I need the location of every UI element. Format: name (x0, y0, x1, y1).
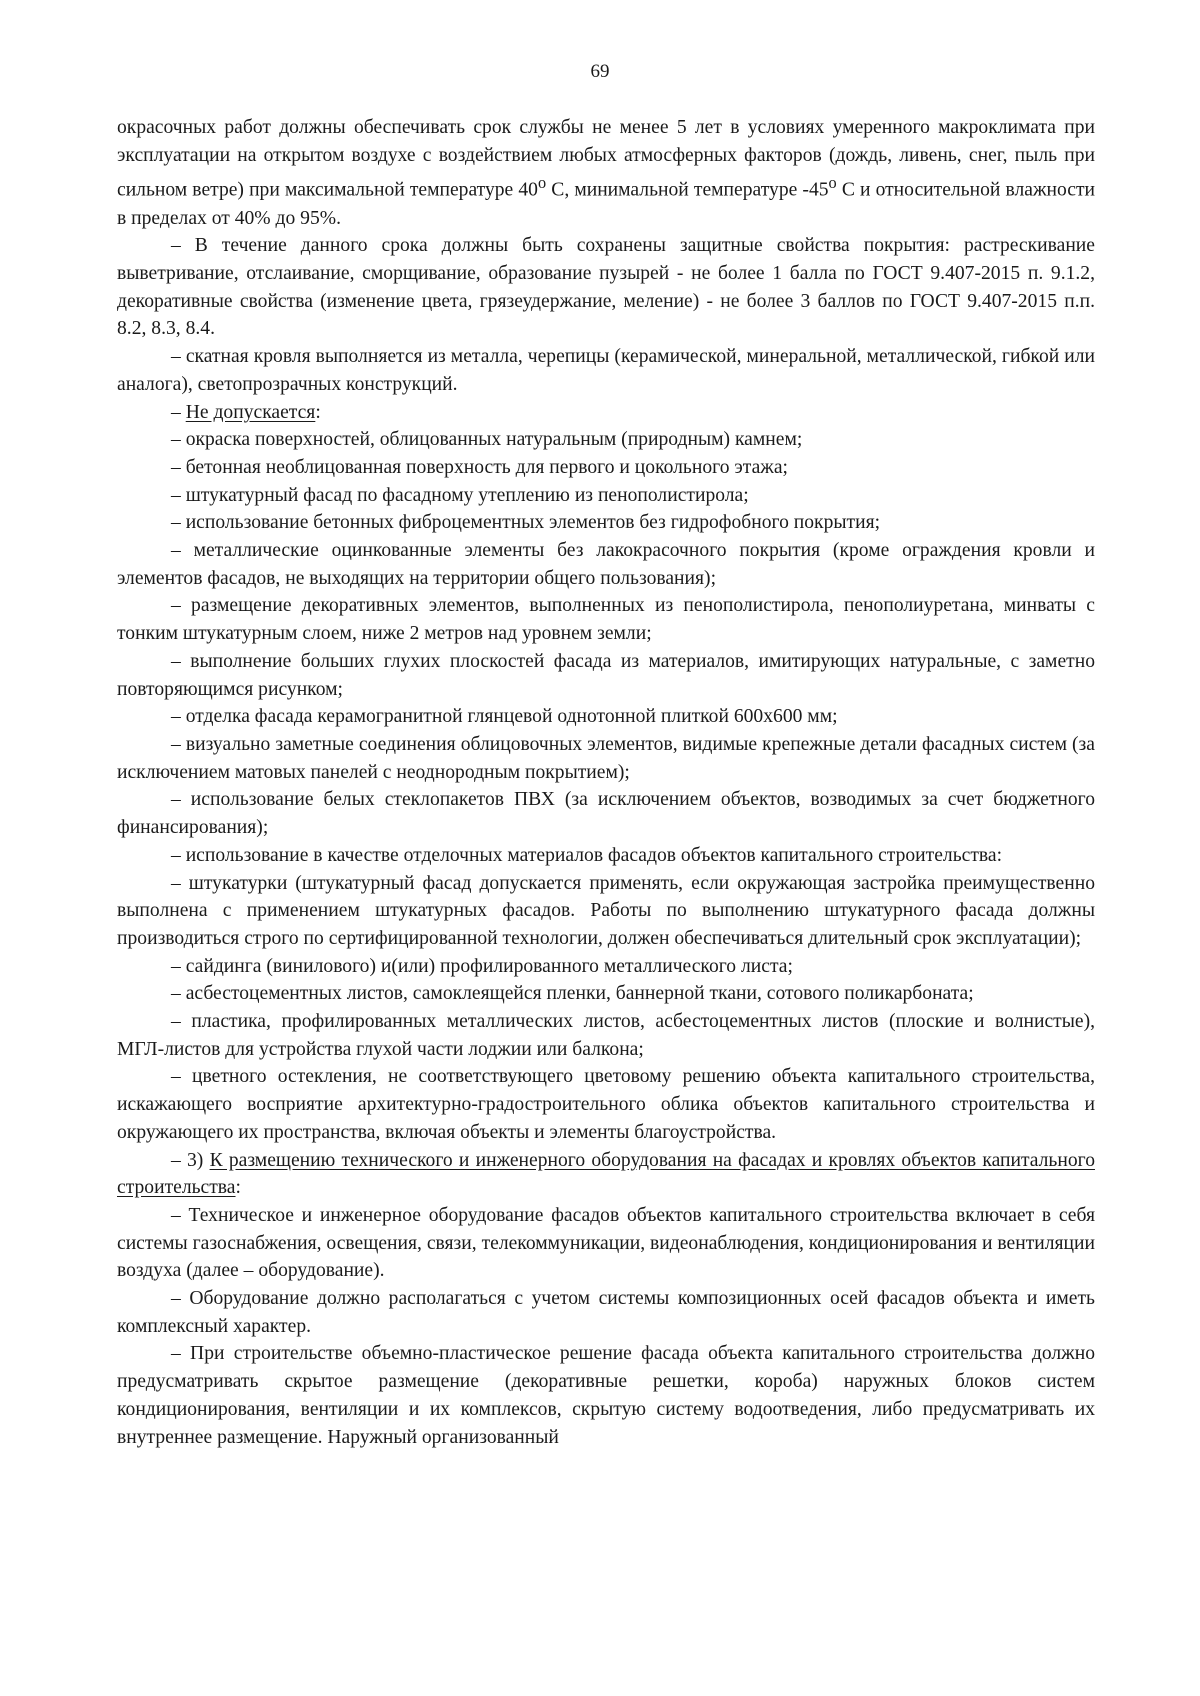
degree-mark: o (828, 173, 837, 193)
colon: : (315, 401, 321, 423)
section-heading-equipment (117, 1147, 1095, 1202)
underlined-heading: Не допускается (185, 401, 316, 423)
paragraph-equipment-definition: – Техническое и инженерное оборудование фасадов объектов капитального строительства включает в себя системы газоснабжения, освещения, связи, телекоммуникации, видеонаблюдения, кондиционирования и вентиляции воздуха (далее – оборудование). (117, 1204, 1095, 1282)
paragraph-protective-properties: – В течение данного срока должны быть сохранены защитные свойства покрытия: растрескивание выветривание, отслаивание, сморщивание, образование пузырей - не более 1 балла по ГОСТ 9.407-2015 п. 9.1.2, декоративные свойства (изменение цвета, грязеудержание, меление) - не более 3 баллов по ГОСТ 9.407-2015 п.п. 8.2, 8.3, 8.4. (117, 235, 1095, 340)
paragraph-text: окрасочных работ должны обеспечивать срок службы не менее 5 лет в условиях умеренного макроклимата при эксплуатации на открытом воздухе с воздействием любых атмосферных факторов (дождь, ливень, снег, пыль при сильном ветре) при максимальной температуре 40 (117, 117, 1095, 201)
list-item: – использование белых стеклопакетов ПВХ (за исключением объектов, возводимых за счет бюджетного финансирования); (117, 789, 1095, 839)
paragraph-pitched-roof: – скатная кровля выполняется из металла, черепицы (керамической, минеральной, металлической, гибкой или аналога), светопрозрачных конструкций. (117, 346, 1095, 395)
list-item: – штукатурный фасад по фасадному утеплению из пенополистирола; (171, 484, 749, 506)
underlined-heading: К размещению технического и инженерного оборудования на фасадах и кровлях объектов капитального строительства (117, 1149, 1095, 1199)
list-item: – использование бетонных фиброцементных элементов без гидрофобного покрытия; (171, 512, 881, 534)
list-item: – окраска поверхностей, облицованных натуральным (природным) камнем; (171, 429, 803, 451)
list-item: – асбестоцементных листов, самоклеящейся пленки, баннерной ткани, сотового поликарбоната; (171, 983, 974, 1005)
list-item: – выполнение больших глухих плоскостей фасада из материалов, имитирующих натуральные, с заметно повторяющимся рисунком; (117, 650, 1095, 700)
paragraph-text: С и относительной влажности в пределах от 40% до 95%. (117, 179, 1096, 229)
dash: – (171, 401, 186, 423)
list-item: – бетонная необлицованная поверхность для первого и цокольного этажа; (171, 456, 788, 478)
list-item: – пластика, профилированных металлических листов, асбестоцементных листов (плоские и волнистые), МГЛ-листов для устройства глухой части лоджии или балкона; (117, 1011, 1095, 1060)
list-item: – цветного остекления, не соответствующего цветовому решению объекта капитального строительства, искажающего восприятие архитектурно-градостроительного облика объектов капитального строительства и окружающего их пространства, включая объекты и элементы благоустройства. (117, 1066, 1095, 1143)
list-item: – использование в качестве отделочных материалов фасадов объектов капитального строительства: (171, 844, 1003, 866)
list-item: – металлические оцинкованные элементы без лакокрасочного покрытия (кроме ограждения кровли и элементов фасадов, не выходящих на территории общего пользования); (117, 540, 1095, 589)
colon: : (235, 1177, 241, 1199)
list-item: – отделка фасада керамогранитной глянцевой однотонной плиткой 600х600 мм; (171, 706, 838, 728)
paragraph-not-allowed-heading (117, 399, 1095, 427)
degree-mark: o (537, 173, 547, 193)
paragraph-concealed-placement: – При строительстве объемно-пластическое решение фасада объекта капитального строительства должно предусматривать скрытое размещение (декоративные решетки, короба) наружных блоков систем кондиционирования, вентиляции и их комплексов, скрытую систему водоотведения, либо предусматривать их внутреннее размещение. Наружный организованный (117, 1343, 1095, 1448)
paragraph-continuation (117, 114, 1095, 232)
list-item: – сайдинга (винилового) и(или) профилированного металлического листа; (171, 955, 793, 977)
document-body (117, 114, 1095, 1451)
section-number: – 3) (171, 1149, 210, 1171)
paragraph-equipment-placement: – Оборудование должно располагаться с учетом системы композиционных осей фасадов объекта и иметь комплексный характер. (117, 1288, 1095, 1337)
page-number: 69 (590, 61, 610, 82)
list-item: – визуально заметные соединения облицовочных элементов, видимые крепежные детали фасадных систем (за исключением матовых панелей с неоднородным покрытием); (117, 734, 1095, 783)
paragraph-text: С, минимальной температуре -45 (546, 179, 829, 201)
list-item: – размещение декоративных элементов, выполненных из пенополистирола, пенополиуретана, минваты с тонким штукатурным слоем, ниже 2 метров над уровнем земли; (117, 595, 1095, 645)
list-item: – штукатурки (штукатурный фасад допускается применять, если окружающая застройка преимущественно выполнена с применением штукатурных фасадов. Работы по выполнению штукатурного фасада должны производиться строго по сертифицированной технологии, должен обеспечиваться длительный срок эксплуатации); (117, 872, 1095, 949)
